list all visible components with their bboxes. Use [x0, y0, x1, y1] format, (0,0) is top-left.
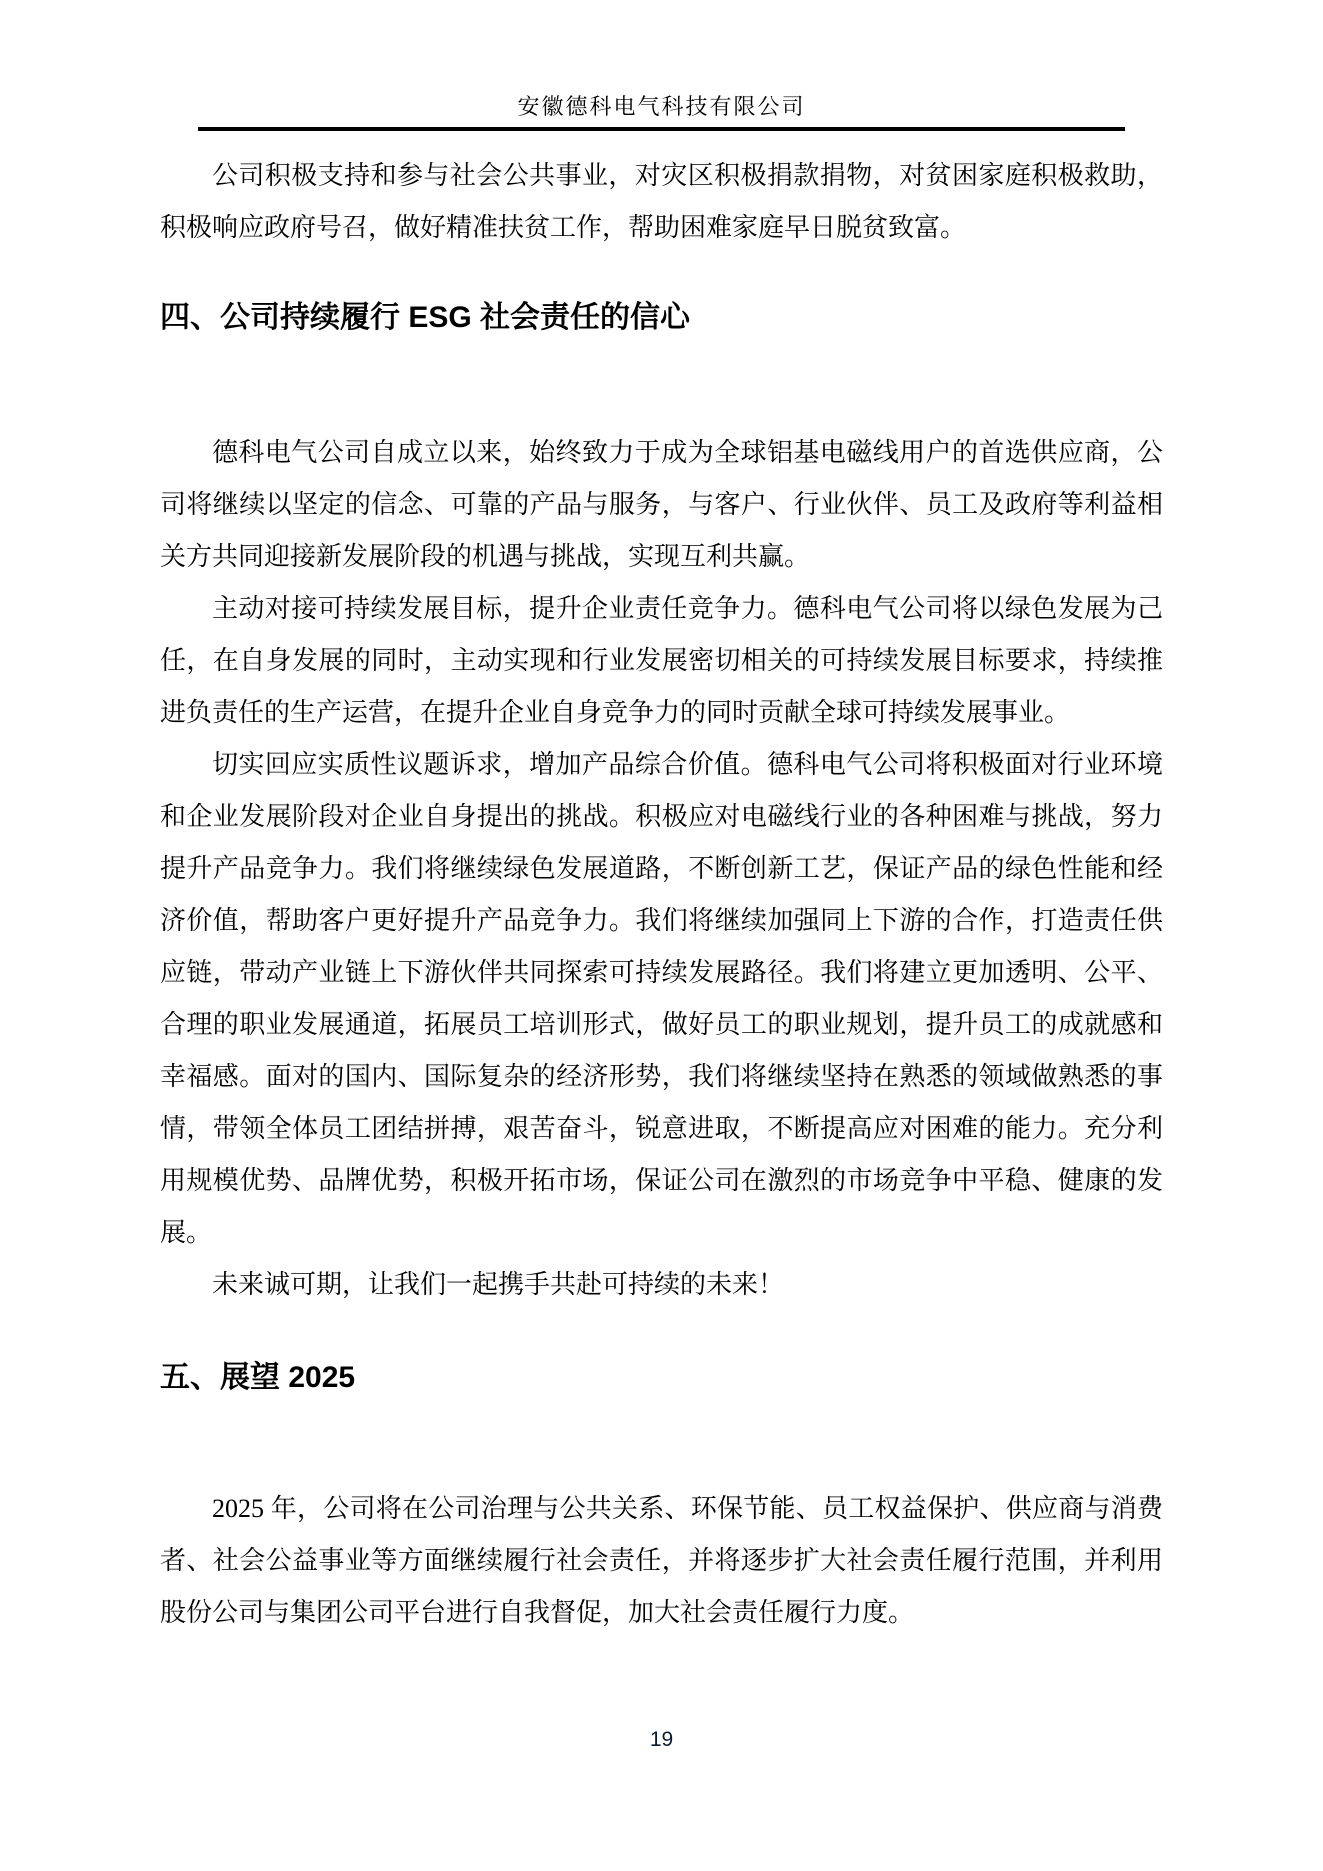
- page-header: [0, 0, 1323, 131]
- page-footer: [0, 1728, 1323, 1752]
- paragraph-outlook-2025: 2025 年，公司将在公司治理与公共关系、环保节能、员工权益保护、供应商与消费者、社会公益事业等方面继续履行社会责任，并将逐步扩大社会责任履行范围，并利用股份公司与集团公司平台进行自我督促，加大社会责任履行力度。: [160, 1494, 1163, 1627]
- paragraph-material-issues: 切实回应实质性议题诉求，增加产品综合价值。德科电气公司将积极面对行业环境和企业发展阶段对企业自身提出的挑战。积极应对电磁线行业的各种困难与挑战，努力提升产品竞争力。我们将继续绿色发展道路，不断创新工艺，保证产品的绿色性能和经济价值，帮助客户更好提升产品竞争力。我们将继续加强同上下游的合作，打造责任供应链，带动产业链上下游伙伴共同探索可持续发展路径。我们将建立更加透明、公平、合理的职业发展通道，拓展员工培训形式，做好员工的职业规划，提升员工的成就感和幸福感。面对的国内、国际复杂的经济形势，我们将继续坚持在熟悉的领域做熟悉的事情，带领全体员工团结拼搏，艰苦奋斗，锐意进取，不断提高应对困难的能力。充分利用规模优势、品牌优势，积极开拓市场，保证公司在激烈的市场竞争中平稳、健康的发展。: [160, 750, 1163, 1247]
- paragraph-social-welfare: 公司积极支持和参与社会公共事业，对灾区积极捐款捐物，对贫困家庭积极救助，积极响应政府号召，做好精准扶贫工作，帮助困难家庭早日脱贫致富。: [160, 161, 1163, 242]
- header-rule: [198, 127, 1125, 131]
- paragraph-future-promise: 未来诚可期，让我们一起携手共赴可持续的未来！: [212, 1270, 785, 1299]
- paragraph-esg-supplier-vision: 德科电气公司自成立以来，始终致力于成为全球铝基电磁线用户的首选供应商，公司将继续以坚定的信念、可靠的产品与服务，与客户、行业伙伴、员工及政府等利益相关方共同迎接新发展阶段的机遇与挑战，实现互利共赢。: [160, 438, 1163, 571]
- document-body: [0, 150, 1323, 1639]
- header-company-name: 安徽德科电气科技有限公司: [517, 94, 806, 119]
- section-heading-esg-confidence: 四、公司持续履行 ESG 社会责任的信心: [160, 301, 691, 334]
- page-number: 19: [649, 1728, 674, 1751]
- section-heading-outlook-2025: 五、展望 2025: [160, 1361, 356, 1394]
- paragraph-sustainable-goals: 主动对接可持续发展目标，提升企业责任竞争力。德科电气公司将以绿色发展为己任，在自身发展的同时，主动实现和行业发展密切相关的可持续发展目标要求，持续推进负责任的生产运营，在提升企业自身竞争力的同时贡献全球可持续发展事业。: [160, 594, 1163, 727]
